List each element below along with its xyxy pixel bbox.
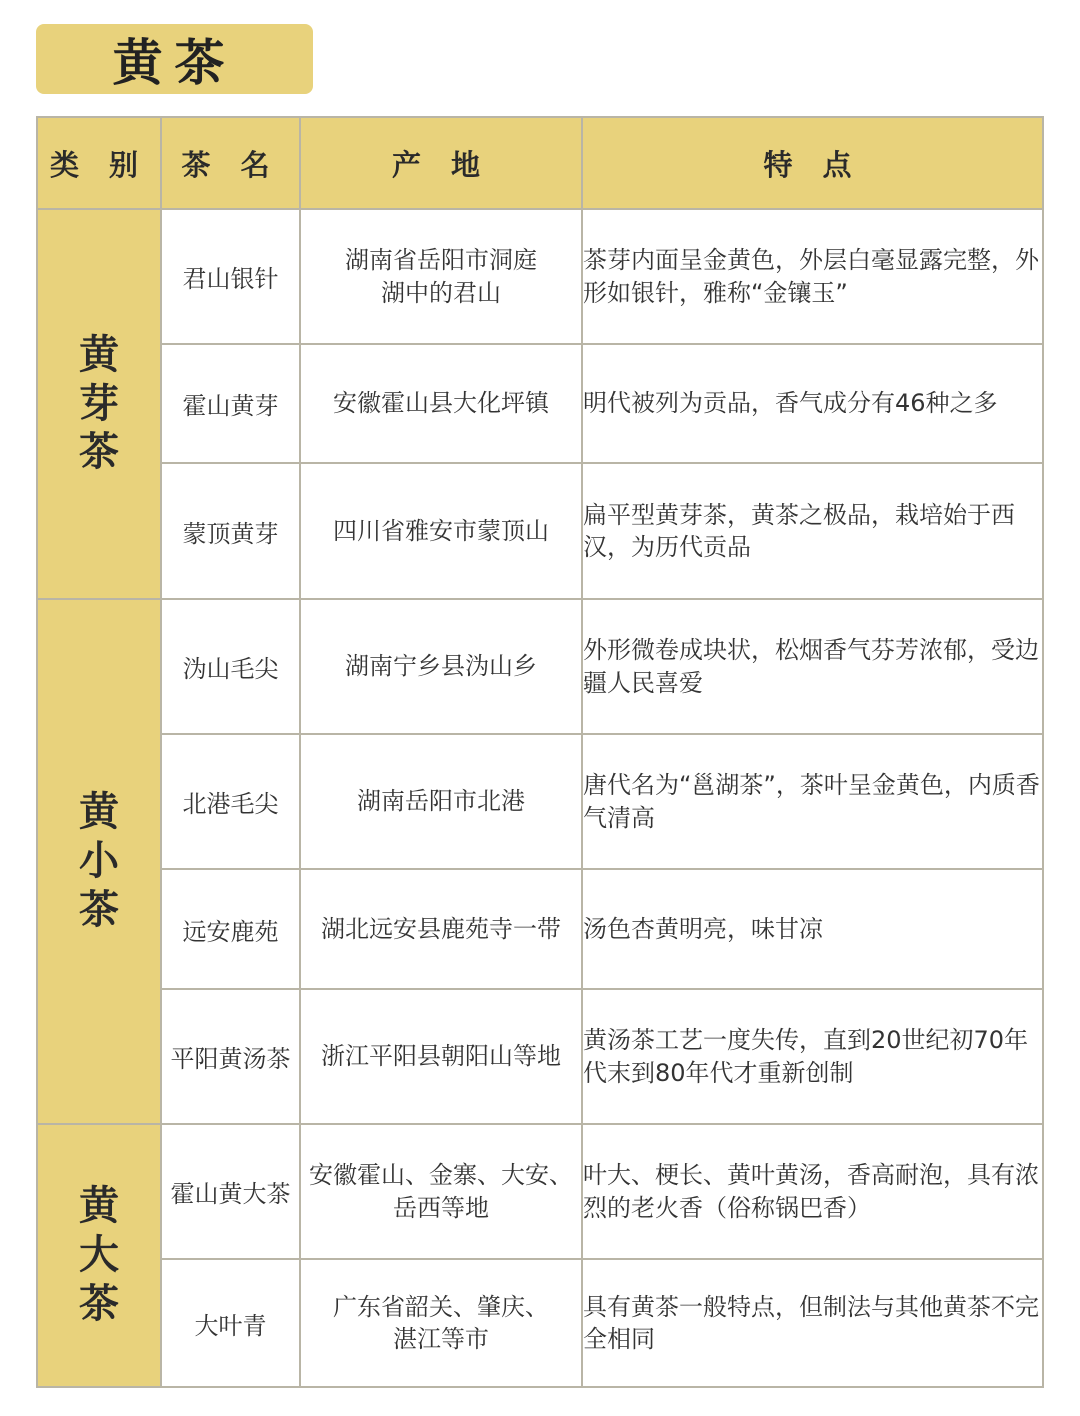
feature-cell: 明代被列为贡品，香气成分有46种之多 — [582, 344, 1043, 463]
category-label: 黄大茶 — [79, 1183, 119, 1327]
origin-cell: 湖北远安县鹿苑寺一带 — [300, 869, 582, 989]
feature-cell: 外形微卷成块状，松烟香气芬芳浓郁，受边疆人民喜爱 — [582, 599, 1043, 734]
page-title: 黄茶 — [36, 24, 313, 94]
origin-cell: 湖南宁乡县沩山乡 — [300, 599, 582, 734]
tea-name-cell: 北港毛尖 — [161, 734, 300, 869]
tea-name-cell: 远安鹿苑 — [161, 869, 300, 989]
table-row — [37, 344, 1043, 463]
tea-name-cell: 平阳黄汤茶 — [161, 989, 300, 1124]
tea-name-cell: 沩山毛尖 — [161, 599, 300, 734]
header-feature: 特 点 — [582, 117, 1043, 209]
tea-name-cell: 霍山黄芽 — [161, 344, 300, 463]
table-row — [37, 1124, 1043, 1259]
tea-name-cell: 君山银针 — [161, 209, 300, 344]
header-category: 类 别 — [37, 117, 161, 209]
origin-cell: 湖南岳阳市北港 — [300, 734, 582, 869]
table-row — [37, 734, 1043, 869]
table-row — [37, 869, 1043, 989]
feature-cell: 扁平型黄芽茶，黄茶之极品，栽培始于西汉，为历代贡品 — [582, 463, 1043, 599]
origin-cell: 湖南省岳阳市洞庭湖中的君山 — [300, 209, 582, 344]
feature-cell: 唐代名为“邕湖茶”，茶叶呈金黄色，内质香气清高 — [582, 734, 1043, 869]
origin-cell: 四川省雅安市蒙顶山 — [300, 463, 582, 599]
header-tea-name: 茶 名 — [161, 117, 300, 209]
table-row — [37, 463, 1043, 599]
feature-cell: 叶大、梗长、黄叶黄汤，香高耐泡，具有浓烈的老火香（俗称锅巴香） — [582, 1124, 1043, 1259]
tea-name-cell: 大叶青 — [161, 1259, 300, 1387]
origin-cell: 浙江平阳县朝阳山等地 — [300, 989, 582, 1124]
table-row — [37, 1259, 1043, 1387]
category-cell — [37, 209, 161, 599]
category-cell — [37, 599, 161, 1124]
origin-cell: 安徽霍山县大化坪镇 — [300, 344, 582, 463]
feature-cell: 汤色杏黄明亮，味甘凉 — [582, 869, 1043, 989]
category-label: 黄小茶 — [79, 789, 119, 933]
header-origin: 产 地 — [300, 117, 582, 209]
table-row — [37, 209, 1043, 344]
feature-cell: 具有黄茶一般特点，但制法与其他黄茶不完全相同 — [582, 1259, 1043, 1387]
table-row — [37, 989, 1043, 1124]
tea-name-cell: 霍山黄大茶 — [161, 1124, 300, 1259]
feature-cell: 黄汤茶工艺一度失传，直到20世纪初70年代末到80年代才重新创制 — [582, 989, 1043, 1124]
table-header-row — [37, 117, 1043, 209]
origin-cell: 安徽霍山、金寨、大安、岳西等地 — [300, 1124, 582, 1259]
tea-name-cell: 蒙顶黄芽 — [161, 463, 300, 599]
yellow-tea-table — [36, 116, 1044, 1388]
table-row — [37, 599, 1043, 734]
category-cell — [37, 1124, 161, 1387]
origin-cell: 广东省韶关、肇庆、湛江等市 — [300, 1259, 582, 1387]
category-label: 黄芽茶 — [79, 331, 119, 476]
feature-cell: 茶芽内面呈金黄色，外层白毫显露完整，外形如银针，雅称“金镶玉” — [582, 209, 1043, 344]
